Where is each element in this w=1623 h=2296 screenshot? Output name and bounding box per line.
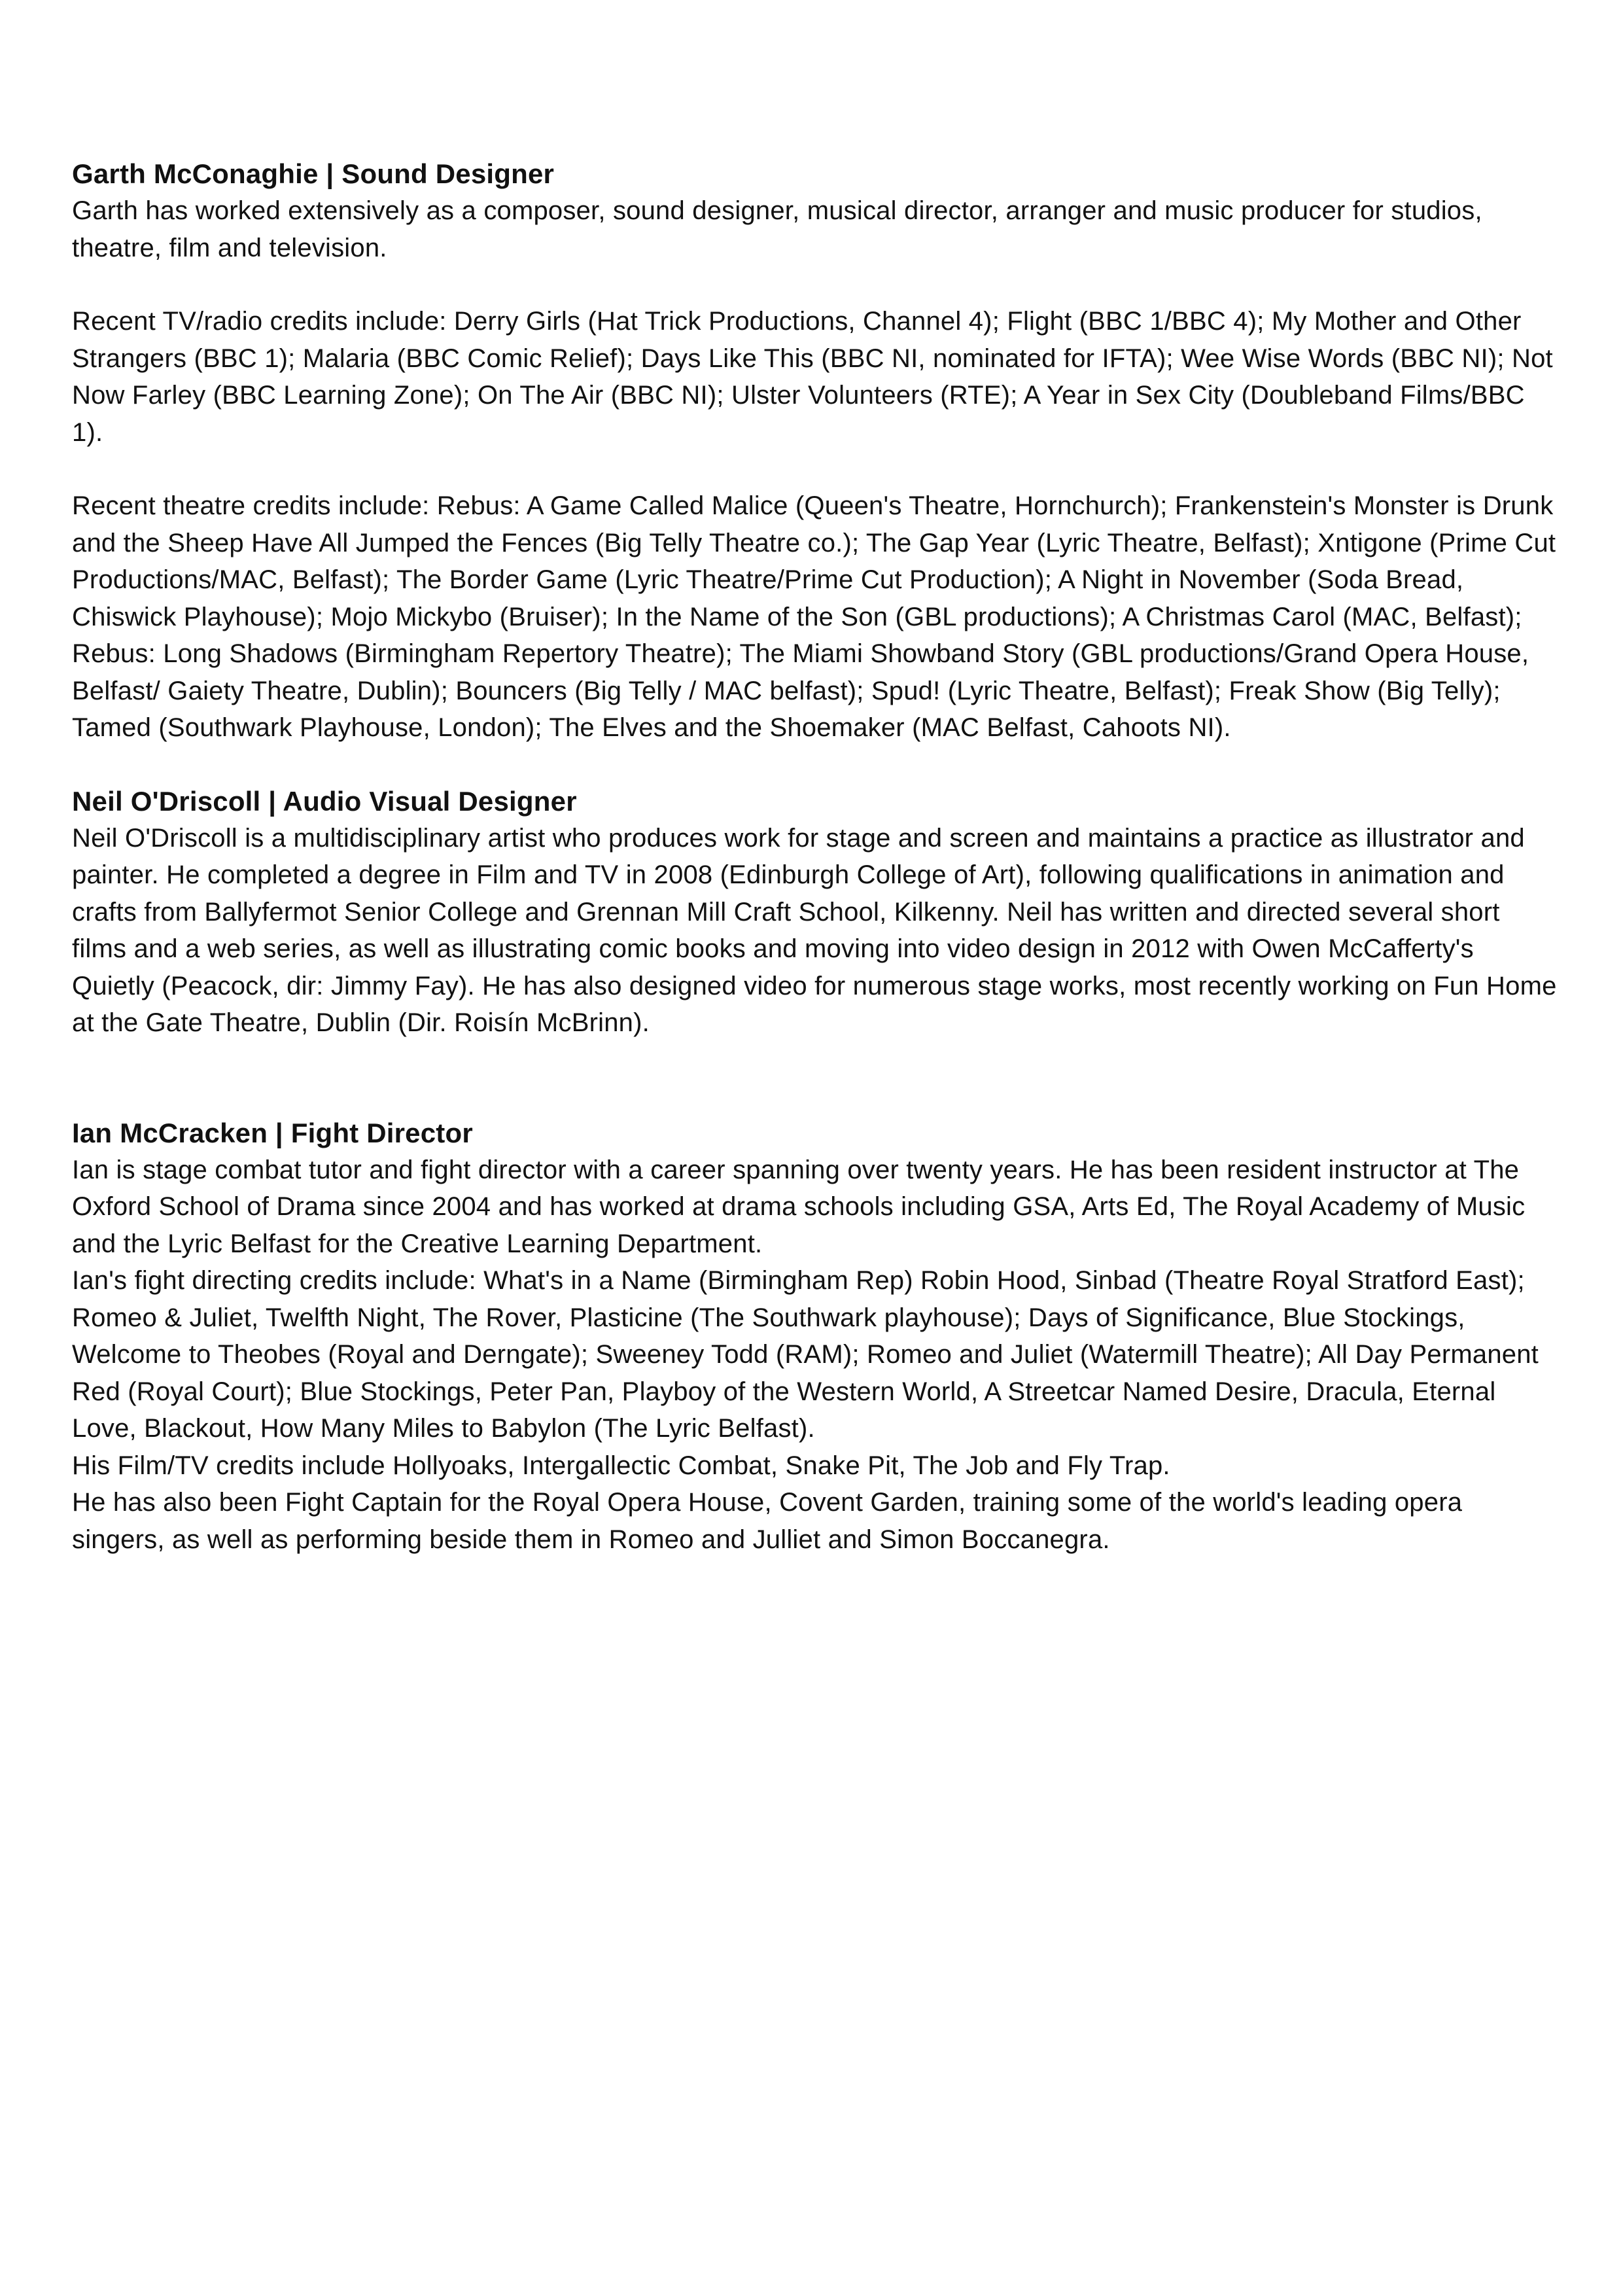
bio-paragraph: Recent TV/radio credits include: Derry Girls (Hat Trick Productions, Channel 4); Flight (BBC 1/BBC 4); My Mother and Other Strangers (BBC 1); Malaria (BBC Comic Relief); Days Like This (BBC NI, nominated for IFTA); Wee Wise Words (BBC NI); Not Now Farley (BBC Learning Zone); On The Air (BBC NI); Ulster Volunteers (RTE); A Year in Sex City (Doubleband Films/BBC 1). (72, 307, 1553, 447)
bio-paragraph: Ian is stage combat tutor and fight director with a career spanning over twenty years. He has been resident instructor at The Oxford School of Drama since 2004 and has worked at drama schools including GSA, Arts Ed, The Royal Academy of Music and the Lyric Belfast for the Creative Learning Department. (72, 1155, 1526, 1258)
bio-paragraph: Recent theatre credits include: Rebus: A Game Called Malice (Queen's Theatre, Hornchurch); Frankenstein's Monster is Drunk and the Sheep Have All Jumped the Fences (Big Telly Theatre co.); The Gap Year (Lyric Theatre, Belfast); Xntigone (Prime Cut Productions/MAC, Belfast); The Border Game (Lyric Theatre/Prime Cut Production); A Night in November (Soda Bread, Chiswick Playhouse); Mojo Mickybo (Bruiser); In the Name of the Son (GBL productions); A Christmas Carol (MAC, Belfast); Rebus: Long Shadows (Birmingham Repertory Theatre); The Miami Showband Story (GBL productions/Grand Opera House, Belfast/ Gaiety Theatre, Dublin); Bouncers (Big Telly / MAC belfast); Spud! (Lyric Theatre, Belfast); Freak Show (Big Telly); Tamed (Southwark Playhouse, London); The Elves and the Shoemaker (MAC Belfast, Cahoots NI). (72, 491, 1556, 742)
bio-paragraph: His Film/TV credits include Hollyoaks, Intergallectic Combat, Snake Pit, The Job and Fly Trap. (72, 1451, 1170, 1480)
bio-heading: Neil O'Driscoll | Audio Visual Designer (72, 785, 577, 817)
bio-ian-mccracken (72, 1115, 1560, 1559)
bio-paragraph: Ian's fight directing credits include: What's in a Name (Birmingham Rep) Robin Hood, Sinbad (Theatre Royal Stratford East); Romeo & Juliet, Twelfth Night, The Rover, Plasticine (The Southwark playhouse); Days of Significance, Blue Stockings, Welcome to Theobes (Royal and Derngate); Sweeney Todd (RAM); Romeo and Juliet (Watermill Theatre); All Day Permanent Red (Royal Court); Blue Stockings, Peter Pan, Playboy of the Western World, A Streetcar Named Desire, Dracula, Eternal Love, Blackout, How Many Miles to Babylon (The Lyric Belfast). (72, 1266, 1539, 1443)
bio-neil-odriscoll (72, 783, 1560, 1042)
bio-heading: Ian McCracken | Fight Director (72, 1117, 473, 1148)
document-page (72, 156, 1560, 1558)
bio-garth-mcconaghie (72, 156, 1560, 747)
bio-paragraph: Garth has worked extensively as a composer, sound designer, musical director, arranger and music producer for studios, theatre, film and television. (72, 196, 1482, 262)
bio-paragraph: Neil O'Driscoll is a multidisciplinary artist who produces work for stage and screen and maintains a practice as illustrator and painter. He completed a degree in Film and TV in 2008 (Edinburgh College of Art), following qualifications in animation and crafts from Ballyfermot Senior College and Grennan Mill Craft School, Kilkenny. Neil has written and directed several short films and a web series, as well as illustrating comic books and moving into video design in 2012 with Owen McCafferty's Quietly (Peacock, dir: Jimmy Fay). He has also designed video for numerous stage works, most recently working on Fun Home at the Gate Theatre, Dublin (Dir. Roisín McBrinn). (72, 823, 1557, 1037)
bio-paragraph: He has also been Fight Captain for the Royal Opera House, Covent Garden, training some of the world's leading opera singers, as well as performing beside them in Romeo and Julliet and Simon Boccanegra. (72, 1488, 1463, 1554)
bio-heading: Garth McConaghie | Sound Designer (72, 158, 555, 189)
